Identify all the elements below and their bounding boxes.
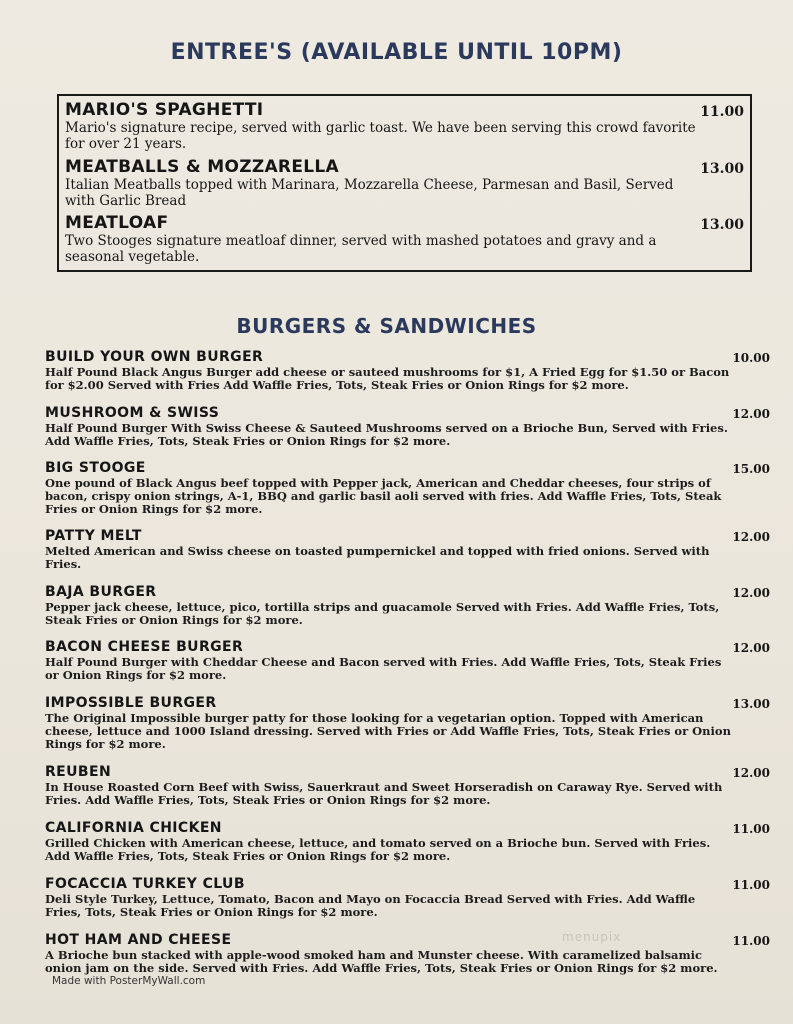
item-description: Half Pound Burger with Cheddar Cheese and Bacon served with Fries. Add Waffle Fries, Tots, Steak Fries or Onion Rings for $2 more. (45, 655, 722, 682)
item-name: BUILD YOUR OWN BURGER (45, 349, 264, 365)
item-name: CALIFORNIA CHICKEN (45, 820, 222, 836)
item-description: In House Roasted Corn Beef with Swiss, Sauerkraut and Sweet Horseradish on Caraway Rye. Served with Fries. Add Waffle Fries, Tots, Steak Fries or Onion Rings for $2 more. (45, 780, 723, 807)
item-price: 13.00 (732, 697, 770, 711)
menu-item (45, 639, 775, 682)
menu-item (45, 820, 775, 863)
item-price: 12.00 (732, 407, 770, 421)
entree-description: Mario's signature recipe, served with garlic toast. We have been serving this crowd favorite for over 21 years. (65, 120, 696, 152)
item-price: 11.00 (732, 822, 770, 836)
item-description: Half Pound Burger With Swiss Cheese & Sauteed Mushrooms served on a Brioche Bun, Served with Fries. Add Waffle Fries, Tots, Steak Fries or Onion Rings for $2 more. (45, 421, 728, 448)
entree-price: 11.00 (700, 104, 744, 120)
item-name: FOCACCIA TURKEY CLUB (45, 876, 245, 892)
menu-item (45, 932, 775, 975)
item-name: HOT HAM AND CHEESE (45, 932, 232, 948)
item-price: 12.00 (732, 641, 770, 655)
item-description: A Brioche bun stacked with apple-wood smoked ham and Munster cheese. With caramelized balsamic onion jam on the side. Served with Fries. Add Waffle Fries, Tots, Steak Fries or Onion Rings for $2 more. (45, 948, 718, 975)
menupix-watermark: menupix (562, 930, 622, 944)
item-price: 15.00 (732, 462, 770, 476)
entree-description: Two Stooges signature meatloaf dinner, served with mashed potatoes and gravy and a seasonal vegetable. (65, 233, 657, 265)
entree-item (65, 157, 744, 209)
item-description: Half Pound Black Angus Burger add cheese or sauteed mushrooms for $1, A Fried Egg for $1.50 or Bacon for $2.00 Served with Fries Add Waffle Fries, Tots, Steak Fries or Onion Rings for $2 more. (45, 365, 730, 392)
item-description: One pound of Black Angus beef topped with Pepper jack, American and Cheddar cheeses, four strips of bacon, crispy onion strings, A-1, BBQ and garlic basil aoli served with fries. Add Waffle Fries, Tots, Steak Fries or Onion Rings for $2 more. (45, 476, 722, 516)
menu-item (45, 405, 775, 448)
item-price: 12.00 (732, 586, 770, 600)
item-price: 11.00 (732, 934, 770, 948)
entree-name: MEATLOAF (65, 213, 169, 233)
item-name: BAJA BURGER (45, 584, 157, 600)
item-name: PATTY MELT (45, 528, 142, 544)
entree-name: MEATBALLS & MOZZARELLA (65, 157, 339, 177)
entree-name: MARIO'S SPAGHETTI (65, 100, 264, 120)
item-description: Pepper jack cheese, lettuce, pico, tortilla strips and guacamole Served with Fries. Add Waffle Fries, Tots, Steak Fries or Onion Rings for $2 more. (45, 600, 720, 627)
menu-item (45, 695, 775, 751)
entree-price: 13.00 (700, 217, 744, 233)
entrees-box (57, 94, 752, 272)
item-price: 11.00 (732, 878, 770, 892)
menu-item (45, 764, 775, 807)
menu-item (45, 460, 775, 516)
item-price: 12.00 (732, 766, 770, 780)
item-name: BIG STOOGE (45, 460, 146, 476)
item-name: REUBEN (45, 764, 112, 780)
entree-price: 13.00 (700, 161, 744, 177)
entrees-section-title: ENTREE'S (AVAILABLE UNTIL 10PM) (170, 40, 623, 65)
item-description: The Original Impossible burger patty for those looking for a vegetarian option. Topped with American cheese, lettuce and 1000 Island dressing. Served with Fries or Add Waffle Fries, Tots, Steak Fries or Onion Rings for $2 more. (45, 711, 731, 751)
menu-item (45, 584, 775, 627)
menu-item (45, 876, 775, 919)
item-name: BACON CHEESE BURGER (45, 639, 244, 655)
item-description: Deli Style Turkey, Lettuce, Tomato, Bacon and Mayo on Focaccia Bread Served with Fries. Add Waffle Fries, Tots, Steak Fries or Onion Rings for $2 more. (45, 892, 696, 919)
footer-credit: Made with PosterMyWall.com (52, 975, 206, 987)
item-name: IMPOSSIBLE BURGER (45, 695, 217, 711)
entree-item (65, 100, 744, 152)
item-description: Grilled Chicken with American cheese, lettuce, and tomato served on a Brioche bun. Served with Fries. Add Waffle Fries, Tots, Steak Fries or Onion Rings for $2 more. (45, 836, 711, 863)
item-name: MUSHROOM & SWISS (45, 405, 220, 421)
menu-item (45, 349, 775, 392)
item-price: 12.00 (732, 530, 770, 544)
entree-description: Italian Meatballs topped with Marinara, Mozzarella Cheese, Parmesan and Basil, Served with Garlic Bread (65, 177, 674, 209)
burgers-section-title: BURGERS & SANDWICHES (236, 314, 537, 338)
item-price: 10.00 (732, 351, 770, 365)
entree-item (65, 213, 744, 265)
item-description: Melted American and Swiss cheese on toasted pumpernickel and topped with fried onions. Served with Fries. (45, 544, 710, 571)
menu-item (45, 528, 775, 571)
